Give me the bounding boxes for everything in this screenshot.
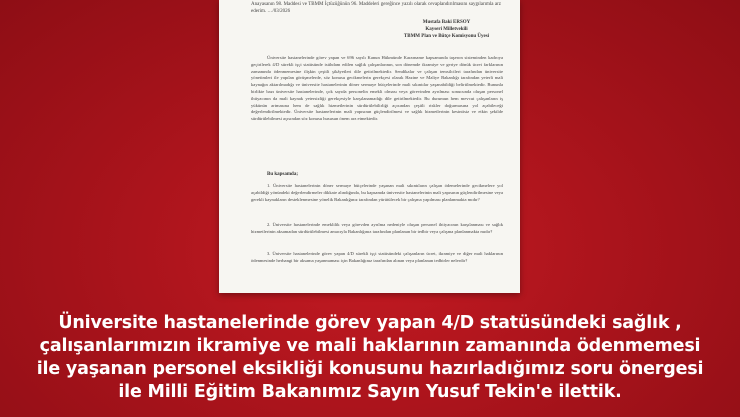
signature-title-2: TBMM Plan ve Bütçe Komisyonu Üyesi — [403, 34, 490, 39]
signature-title-1: Kayseri Milletvekili — [425, 27, 468, 32]
question-2: 2. Üniversite hastanelerinde emeklilik veya görevden ayrılma nedeniyle oluşan personel ihtiyacının karşılanması ve sağlık hizmetlerinin aksamadan sürdürülebilmesi amacıyla Bakanlığınız tarafından planlanan bir tedbir veya çalışma planlanmakta mıdır? — [251, 222, 503, 234]
document-photo — [219, 0, 520, 293]
question-3: 3. Üniversite hastanelerinde görev yapan 4/D sürekli işçi statüsündeki çalışanların ücret, ikramiye ve diğer mali haklarının ödenmesinde herhangi bir aksama yaşanmaması için Bakanlığınız tarafından alınan veya planlanan tedbirler nelerdir? — [251, 251, 503, 263]
signature-name: Mustafa Baki ERSOY — [422, 20, 471, 25]
caption-line-1: Üniversite hastanelerinde görev yapan 4/D statüsündeki sağlık , — [58, 313, 682, 333]
signature-block — [389, 19, 504, 40]
document-intro-text: Anayasanın 98. Maddesi ve TBMM İçtüzüğünün 96. Maddeleri gereğince yazılı olarak cevaplandırılmasını saygılarımla arz ederim. …/03/2026 — [251, 2, 501, 14]
caption-line-3: ile yaşanan personel eksikliği konusunu hazırladığımız soru önergesi — [36, 359, 704, 379]
document-heading: Bu kapsamda; — [267, 172, 298, 177]
caption-text — [0, 312, 740, 404]
question-1: 1. Üniversite hastanelerinin döner sermaye bütçelerinde yaşanan mali sıkıntıların çalışan ödemelerinde gecikmelere yol açabildiği yönündeki değerlendirmeler dikkate alındığında, bu kapsamda üniversite hastanelerinin mali yapısının güçlendirilmesine veya gerekli kaynakların desteklenmesine yönelik Bakanlığınız tarafından yürütülecek bir çalışma yapılması planlanmakta mıdır? — [251, 183, 503, 202]
caption-line-2: çalışanlarımızın ikramiye ve mali haklarının zamanında ödenmemesi — [39, 336, 701, 356]
caption-line-4: ile Milli Eğitim Bakanımız Sayın Yusuf Tekin'e ilettik. — [118, 382, 622, 402]
document-body: Üniversite hastanelerinde görev yapan ve 696 sayılı Kanun Hükmünde Kararname kapsamında taşeron sisteminden kadroya geçirilerek 4/D sürekli işçi statüsünde istihdam edilen sağlık çalışanlarının, son dönemde ikramiye ve geriye dönük ücret farklarının zamanında ödenmemesine ilişkin çeşitli şikâyetleri dile getirilmektedir. Sendikalar ve çalışan temsilcileri tarafından üniversite yönetimleri ile yapılan görüşmelerde, söz konusu gecikmelerin gerekçesi olarak Hazine ve Maliye Bakanlığı tarafından yeterli mali kaynağın aktarılmadığı ve üniversite hastanelerinin döner sermaye bütçelerinde mali sıkıntılar yaşanabildiği belirtilmektedir. Bununla birlikte bazı üniversite hastanelerinde, çok sayıda personelin emekli olması veya görevinden ayrılması sonucunda oluşan personel ihtiyacının da mali kaynak yetersizliği gerekçesiyle karşılanamadığı dile getirilmektedir. Bu durumun hem mevcut çalışanların iş yükünün artmasına hem de sağlık hizmetlerinin sürdürülebilirliği açısından çeşitli riskler doğurmasına yol açabileceği değerlendirilmektedir. Üniversite hastanelerinin mali yapısının güçlendirilmesi ve sağlık hizmetlerinin kesintisiz ve etkin şekilde sürdürülebilmesi açısından söz konusu hususun önem arz etmektedir. — [251, 55, 503, 122]
